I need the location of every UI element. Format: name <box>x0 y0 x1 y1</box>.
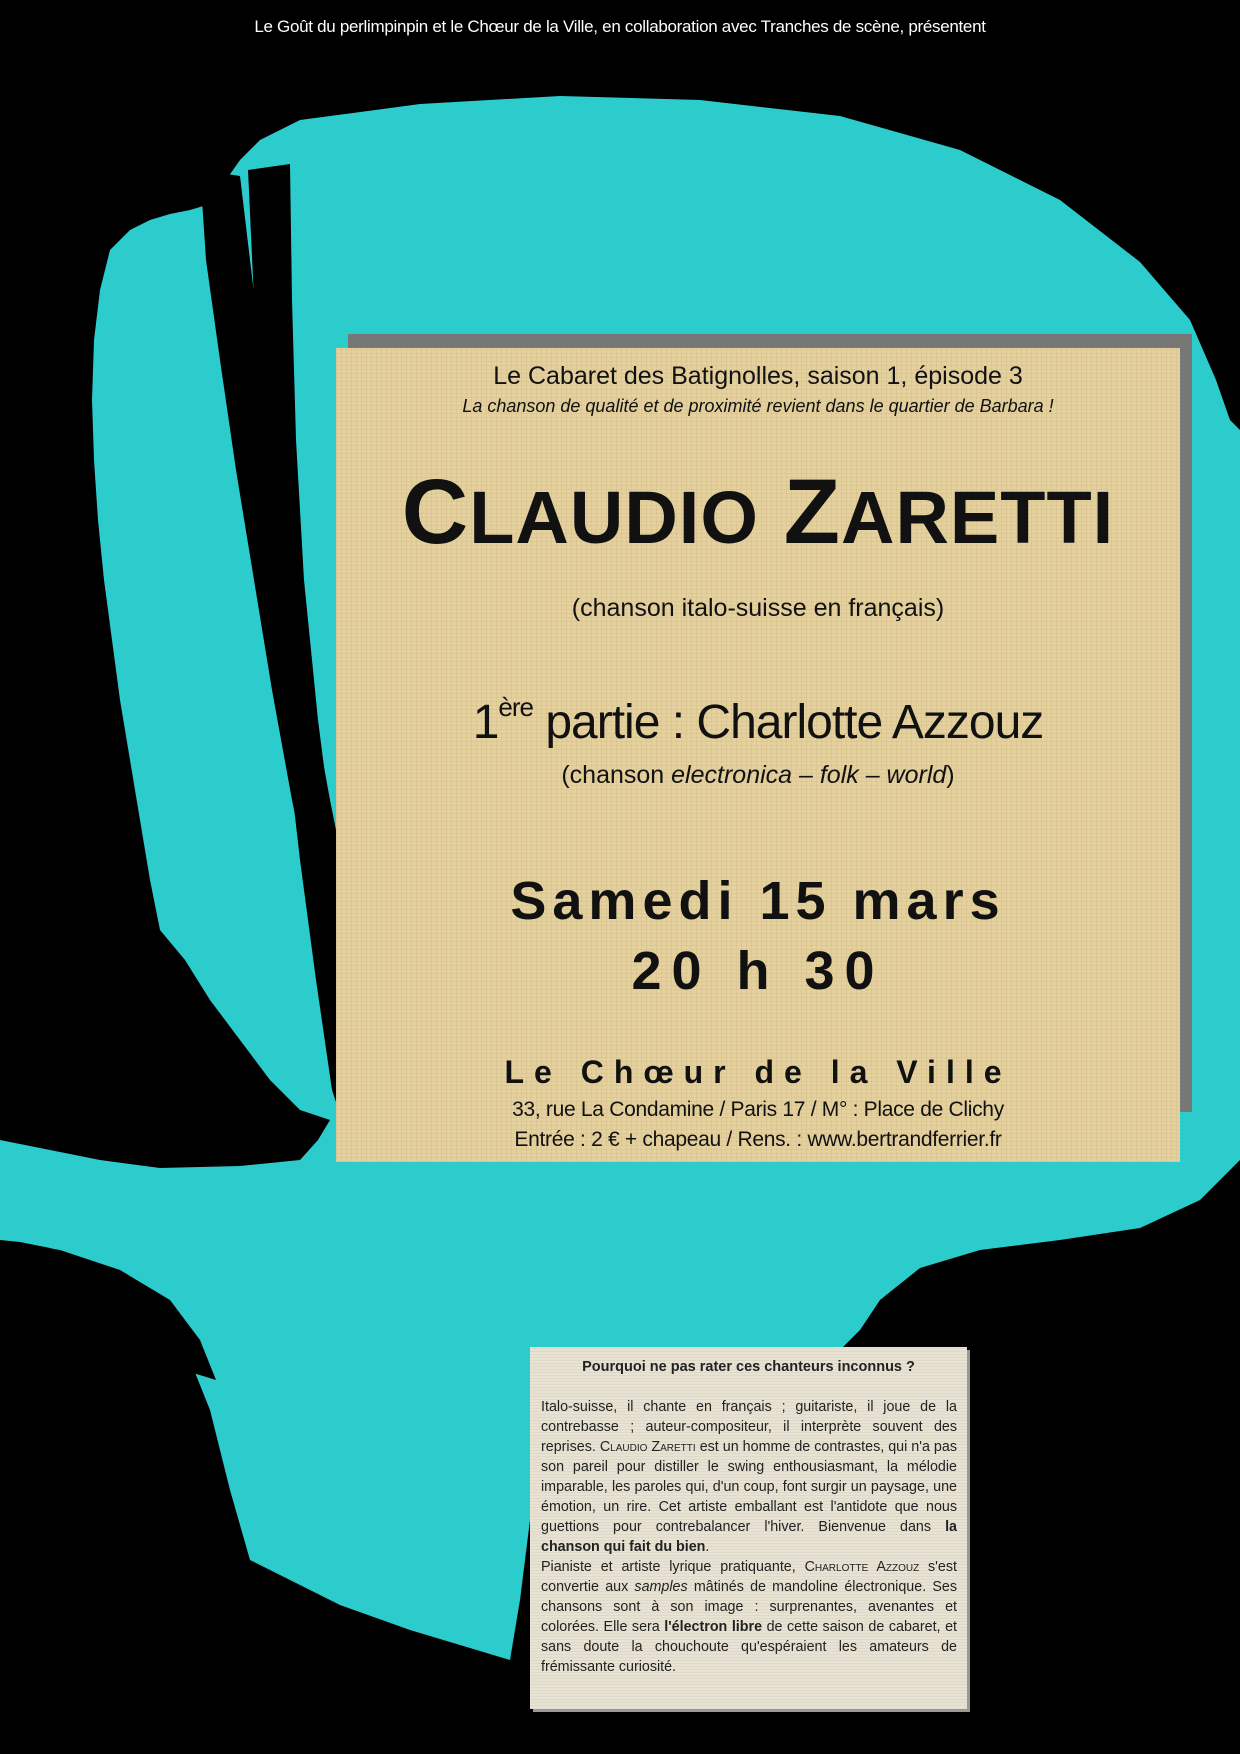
p1-highlight: la chanson qui fait du bien <box>541 1519 957 1555</box>
p2-italic: samples <box>634 1579 688 1595</box>
headliner-first-initial: C <box>401 461 470 563</box>
press-article <box>530 1347 967 1709</box>
p2-text-a: Pianiste et artiste lyrique pratiquante, <box>541 1559 805 1575</box>
tagline: La chanson de qualité et de proximité revient dans le quartier de Barbara ! <box>462 396 1054 416</box>
p2-highlight: l'électron libre <box>664 1619 763 1635</box>
opener-ordinal-suffix: ère <box>498 692 533 722</box>
headliner-last-rest: ARETTI <box>841 476 1115 559</box>
opener-ordinal: 1 <box>472 696 499 749</box>
p2-text-b: s'est convertie aux <box>541 1559 957 1595</box>
black-notch-right <box>970 1262 1240 1650</box>
event-panel <box>336 348 1180 1162</box>
article-paragraph-2 <box>541 1557 957 1677</box>
p2-text-c: mâtinés de mandoline électronique. Ses chansons sont à son image : surprenantes, avenantes et colorées. Elle sera <box>541 1579 957 1635</box>
headliner-last-initial: Z <box>783 461 841 563</box>
ticket-info: Entrée : 2 € + chapeau / Rens. : www.bertrandferrier.fr <box>514 1128 1002 1151</box>
article-paragraph-1 <box>541 1397 957 1557</box>
opener-genre <box>336 761 1180 790</box>
article-body <box>541 1397 957 1677</box>
p2-text-d: de cette saison de cabaret, et sans doute la chouchoute qu'espéraient les amateurs de frémissante curiosité. <box>541 1619 957 1675</box>
opener-text: partie : Charlotte Azzouz <box>545 696 1044 749</box>
opener-genre-close: ) <box>946 761 955 789</box>
p1-artist-name: Claudio Zaretti <box>599 1439 696 1455</box>
p2-artist-name: Charlotte Azzouz <box>804 1559 920 1575</box>
credits-line: Le Goût du perlimpinpin et le Chœur de la Ville, en collaboration avec Tranches de scène, présentent <box>254 17 986 36</box>
venue-address: 33, rue La Condamine / Paris 17 / M° : Place de Clichy <box>512 1098 1004 1121</box>
opener-genre-styles: electronica – folk – world <box>671 761 947 789</box>
p1-text-b: est un homme de contrastes, qui n'a pas son pareil pour distiller le swing enthousiasmant, la mélodie imparable, les paroles qui, d'un coup, font surgir un paysage, une émotion, un rire. Cet artiste emballant est l'antidote que nous guettions pour contrebalancer l'hiver. Bienvenue dans <box>541 1439 957 1535</box>
event-date: Samedi 15 mars <box>510 871 1006 931</box>
headliner-genre: (chanson italo-suisse en français) <box>571 594 945 622</box>
event-time: 20 h 30 <box>631 941 885 1001</box>
p1-text-a: Italo-suisse, il chante en français ; guitariste, il joue de la contrebasse ; auteur-compositeur, il interprète souvent des reprises. <box>541 1399 957 1455</box>
headliner-first-rest: LAUDIO <box>469 476 759 559</box>
opener-genre-open: (chanson <box>561 761 672 789</box>
venue-name: Le Chœur de la Ville <box>504 1054 1012 1090</box>
opener-line <box>336 692 1180 750</box>
series-title: Le Cabaret des Batignolles, saison 1, épisode 3 <box>493 362 1023 390</box>
article-title: Pourquoi ne pas rater ces chanteurs inconnus ? <box>582 1359 915 1375</box>
headliner-name <box>336 460 1180 565</box>
p1-text-c: . <box>705 1539 710 1555</box>
